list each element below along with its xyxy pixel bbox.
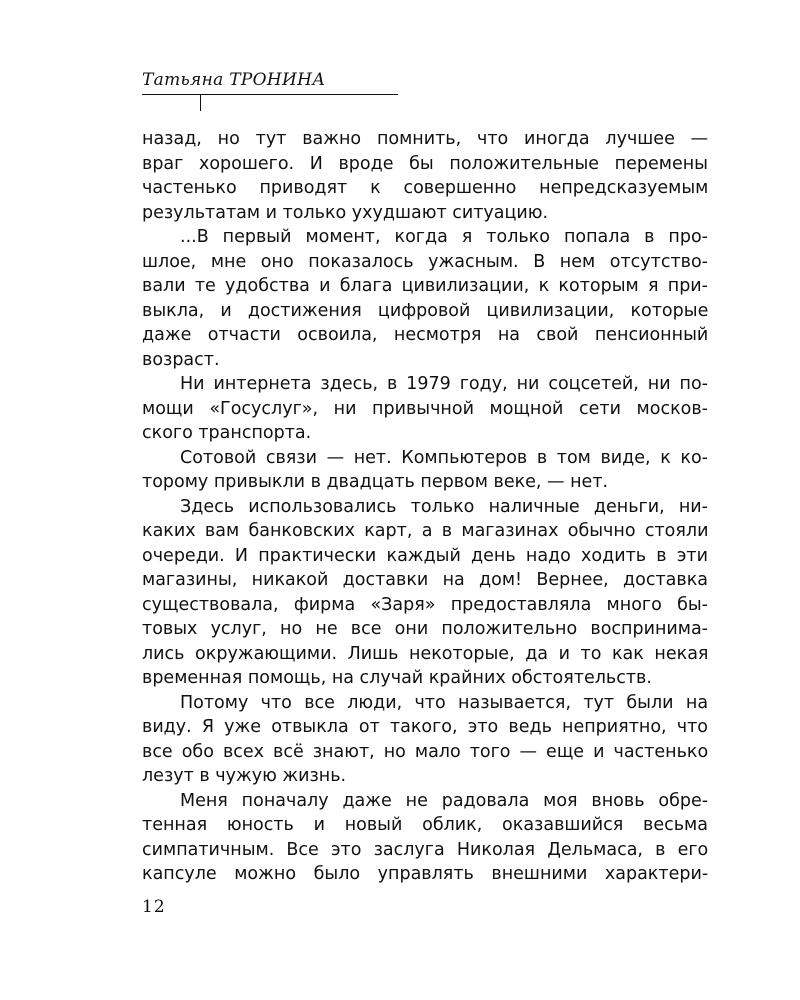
text-line: шлое, мне оно показалось ужасным. В нем отсутство- xyxy=(142,251,708,272)
text-line: капсуле можно было управлять внешними характери- xyxy=(142,864,709,884)
text-line: виду. Я уже отвыкла от такого, это ведь неприятно, что xyxy=(142,717,708,737)
header-tick xyxy=(200,94,201,111)
paragraph xyxy=(142,691,708,789)
text-line: Сотовой связи — нет. Компьютеров в том виде, к ко- xyxy=(180,447,708,468)
text-line: товых услуг, но не все они положительно воспринима- xyxy=(142,619,708,639)
text-line: очереди. И практически каждый день надо ходить в эти xyxy=(142,545,708,566)
paragraph xyxy=(142,495,708,691)
page-number: 12 xyxy=(142,897,166,917)
text-line: каких вам банковских карт, а в магазинах обычно стояли xyxy=(142,521,709,541)
text-line: враг хорошего. И вроде бы положительные перемены xyxy=(142,153,708,174)
text-line: Здесь использовались только наличные деньги, ни- xyxy=(180,496,708,517)
text-line: результатам и только ухудшают ситуацию. xyxy=(142,202,549,223)
paragraph-continuation xyxy=(142,127,708,225)
text-line: существовала, фирма «Заря» предоставляла много бы- xyxy=(142,594,708,615)
paragraph xyxy=(142,446,708,495)
text-line: все обо всех всё знают, но мало того — еще и частенько xyxy=(142,741,709,762)
running-header xyxy=(142,70,398,110)
paragraph xyxy=(142,225,708,372)
text-line: тенная юность и новый облик, оказавшийся весьма xyxy=(142,815,708,835)
text-line: магазины, никакой доставки на дом! Вернее, доставка xyxy=(142,570,708,590)
text-line: симпатичным. Все это заслуга Николая Дельмаса, в его xyxy=(142,839,709,860)
text-line: Ни интернета здесь, в 1979 году, ни соцсетей, ни по- xyxy=(180,374,708,394)
page-body xyxy=(142,127,708,887)
text-line: назад, но тут важно помнить, что иногда лучшее — xyxy=(142,129,709,149)
text-line: лезут в чужую жизнь. xyxy=(142,766,347,786)
text-line: возраст. xyxy=(142,349,220,370)
text-line: даже отчасти освоила, несмотря на свой пенсионный xyxy=(142,325,709,345)
paragraph xyxy=(142,789,708,887)
author-name: Татьяна ТРОНИНА xyxy=(142,70,326,90)
text-line: частенько приводят к совершенно непредсказуемым xyxy=(142,178,709,198)
text-line: ского транспорта. xyxy=(142,423,312,443)
paragraph xyxy=(142,372,708,446)
header-rule xyxy=(142,94,398,95)
text-line: Меня поначалу даже не радовала моя вновь обре- xyxy=(180,790,709,811)
text-line: вали те удобства и блага цивилизации, к которым я при- xyxy=(142,276,708,296)
text-line: ...В первый момент, когда я только попала в про- xyxy=(180,227,708,247)
text-line: торому привыкли в двадцать первом веке, — нет. xyxy=(142,472,609,492)
text-line: лись окружающими. Лишь некоторые, да и то как некая xyxy=(142,643,709,664)
text-line: временная помощь, на случай крайних обстоятельств. xyxy=(142,668,652,688)
text-line: Потому что все люди, что называется, тут были на xyxy=(180,692,709,713)
text-line: мощи «Госуслуг», ни привычной мощной сети москов- xyxy=(142,398,708,419)
text-line: выкла, и достижения цифровой цивилизации, которые xyxy=(142,300,709,321)
